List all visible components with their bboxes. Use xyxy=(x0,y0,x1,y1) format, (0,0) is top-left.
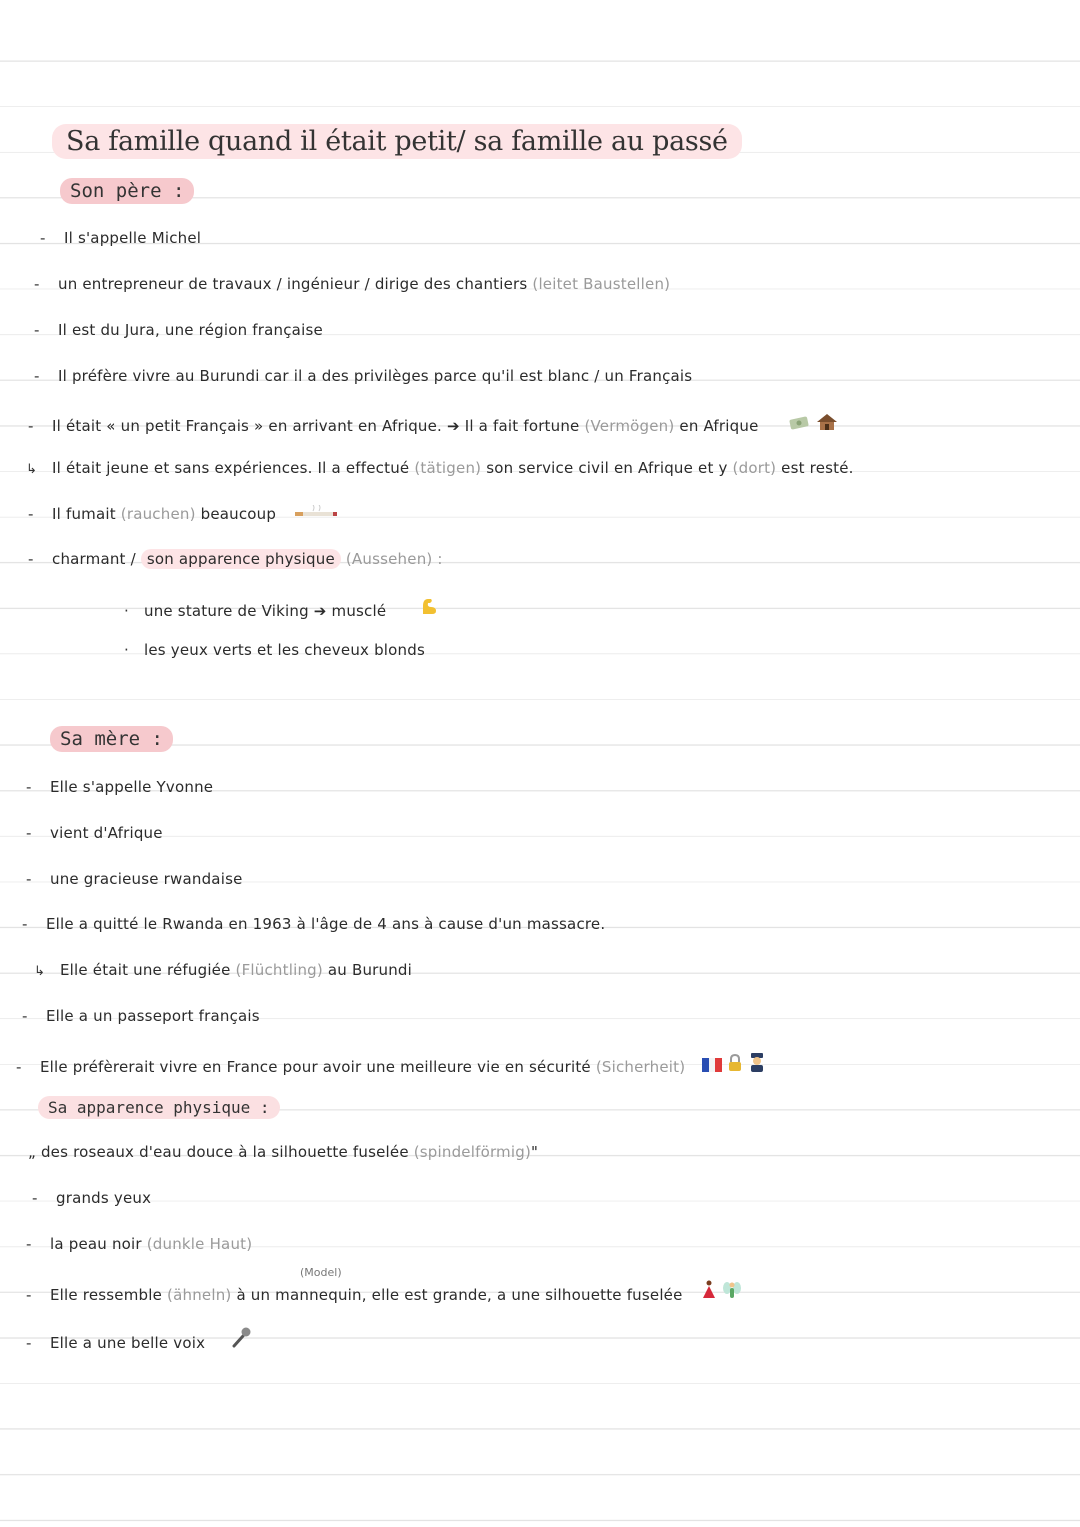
father-appearance-eyes: · les yeux verts et les cheveux blonds xyxy=(124,641,425,659)
father-line-origin: - Il est du Jura, une région française xyxy=(34,321,323,339)
father-line-young: ↳ Il était jeune et sans expériences. Il a effectué (tätigen) son service civil en Afrique et y (dort) est resté. xyxy=(26,459,854,477)
mother-appearance-model: - Elle ressemble (ähneln) à un mannequin, elle est grande, a une silhouette fuselée xyxy=(26,1280,742,1304)
dash-icon: - xyxy=(22,915,28,933)
mother-appearance-heading: Sa apparence physique : xyxy=(38,1096,280,1119)
lock-icon xyxy=(727,1058,748,1076)
appearance-highlight: son apparence physique xyxy=(141,549,341,569)
father-line-fortune: - Il était « un petit Français » en arrivant en Afrique. ➔ Il a fait fortune (Vermögen) en Afrique xyxy=(28,413,838,435)
bullet-icon: · xyxy=(124,641,129,659)
mother-line-france: - Elle préfèrerait vivre en France pour avoir une meilleure vie en sécurité (Sicherheit) xyxy=(16,1052,766,1076)
dash-icon: - xyxy=(26,824,32,842)
arrow-icon: ↳ xyxy=(34,964,46,979)
bullet-icon: · xyxy=(124,602,129,620)
dash-icon: - xyxy=(34,275,40,293)
mother-appearance-skin: - la peau noir (dunkle Haut) xyxy=(26,1235,253,1253)
dash-icon: - xyxy=(32,1189,38,1207)
mother-appearance-voice: - Elle a une belle voix xyxy=(26,1326,252,1352)
dash-icon: - xyxy=(28,505,34,523)
dash-icon: - xyxy=(26,870,32,888)
cigarette-icon xyxy=(293,505,341,523)
mother-appearance-reeds: „ des roseaux d'eau douce à la silhouette fuselée (spindelförmig)" xyxy=(28,1143,539,1161)
mother-heading: Sa mère : xyxy=(50,726,173,752)
dash-icon: - xyxy=(26,778,32,796)
father-appearance-stature: · une stature de Viking ➔ musclé xyxy=(124,596,439,620)
father-line-name: - Il s'appelle Michel xyxy=(40,229,202,247)
mother-line-rwandan: - une gracieuse rwandaise xyxy=(26,870,243,888)
fairy-icon xyxy=(722,1286,742,1304)
hut-icon xyxy=(816,417,838,435)
dash-icon: - xyxy=(26,1235,32,1253)
dash-icon: - xyxy=(34,321,40,339)
father-line-job: - un entrepreneur de travaux / ingénieur / dirige des chantiers (leitet Baustellen) xyxy=(34,275,671,293)
father-heading: Son père : xyxy=(60,178,194,204)
dash-icon: - xyxy=(34,367,40,385)
dash-icon: - xyxy=(26,1286,32,1304)
page-title: Sa famille quand il était petit/ sa famille au passé xyxy=(52,124,742,159)
microphone-icon xyxy=(230,1326,252,1352)
dancer-icon xyxy=(700,1280,718,1304)
mother-line-name: - Elle s'appelle Yvonne xyxy=(26,778,214,796)
father-line-smoke: - Il fumait (rauchen) beaucoup xyxy=(28,505,341,523)
mother-appearance-eyes: - grands yeux xyxy=(32,1189,152,1207)
mother-line-left-rwanda: - Elle a quitté le Rwanda en 1963 à l'âge de 4 ans à cause d'un massacre. xyxy=(22,915,606,933)
dash-icon: - xyxy=(26,1334,32,1352)
dash-icon: - xyxy=(40,229,46,247)
money-icon xyxy=(789,415,811,435)
dash-icon: - xyxy=(22,1007,28,1025)
france-flag-icon xyxy=(702,1058,722,1076)
police-officer-icon xyxy=(748,1058,766,1076)
father-line-charming: - charmant / son apparence physique (Aussehen) : xyxy=(28,550,443,568)
dash-icon: - xyxy=(28,550,34,568)
arrow-icon: ↳ xyxy=(26,462,38,477)
father-line-burundi: - Il préfère vivre au Burundi car il a des privilèges parce qu'il est blanc / un Français xyxy=(34,367,693,385)
dash-icon: - xyxy=(16,1058,22,1076)
muscle-icon xyxy=(419,596,439,620)
model-note: (Model) xyxy=(300,1266,342,1279)
dash-icon: - xyxy=(28,417,34,435)
mother-line-passport: - Elle a un passeport français xyxy=(22,1007,260,1025)
mother-line-refugee: ↳ Elle était une réfugiée (Flüchtling) au Burundi xyxy=(34,961,413,979)
mother-line-origin: - vient d'Afrique xyxy=(26,824,163,842)
